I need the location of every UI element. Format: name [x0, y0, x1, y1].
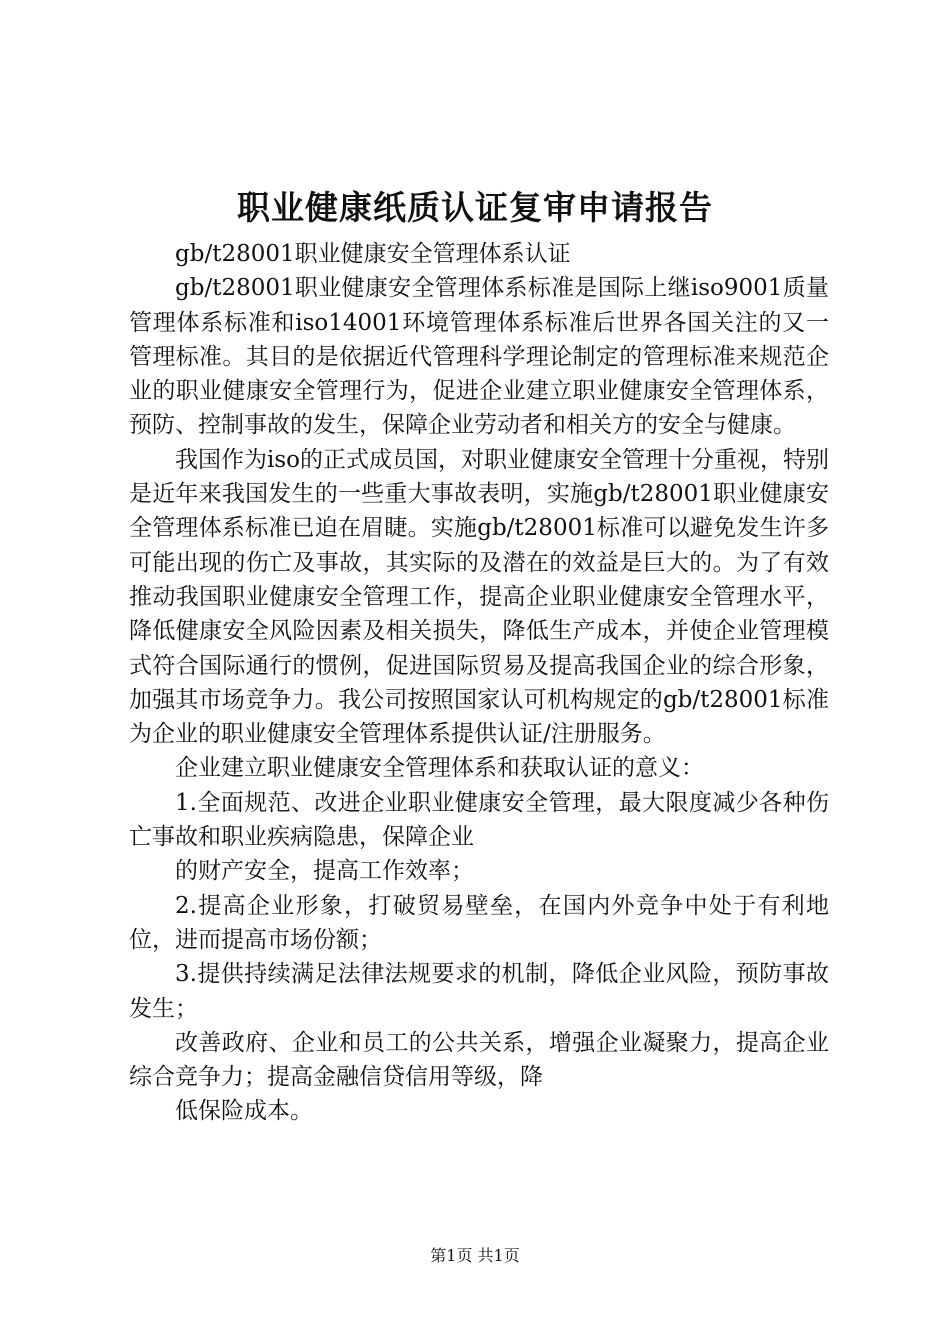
list-item-4: 改善政府、企业和员工的公共关系，增强企业凝聚力，提高企业综合竞争力；提高金融信贷信用等级，降 [129, 1029, 829, 1091]
paragraph-background: 我国作为iso的正式成员国，对职业健康安全管理十分重视，特别是近年来我国发生的一些重大事故表明，实施gb/t28001职业健康安全管理体系标准已迫在眉睫。实施gb/t28001标准可以避免发生许多可能出现的伤亡及事故，其实际的及潜在的效益是巨大的。为了有效推动我国职业健康安全管理工作，提高企业职业健康安全管理水平，降低健康安全风险因素及相关损失，降低生产成本，并使企业管理模式符合国际通行的惯例，促进国际贸易及提高我国企业的综合形象，加强其市场竞争力。我公司按照国家认可机构规定的gb/t28001标准为企业的职业健康安全管理体系提供认证/注册服务。 [129, 446, 830, 748]
document-body [129, 237, 829, 1129]
document-title: 职业健康纸质认证复审申请报告 [237, 188, 713, 227]
list-item-1: 1.全面规范、改进企业职业健康安全管理，最大限度减少各种伤亡事故和职业疾病隐患，保障企业 [129, 789, 829, 851]
list-item-4-continuation: 低保险成本。 [175, 1098, 313, 1125]
paragraph-heading: gb/t28001职业健康安全管理体系认证 [175, 241, 571, 267]
paragraph-intro: gb/t28001职业健康安全管理体系标准是国际上继iso9001质量管理体系标准和iso14001环境管理体系标准后世界各国关注的又一管理标准。其目的是依据近代管理科学理论制定的管理标准来规范企业的职业健康安全管理行为，促进企业建立职业健康安全管理体系，预防、控制事故的发生，保障企业劳动者和相关方的安全与健康。 [129, 275, 829, 439]
list-item-1-continuation: 的财产安全，提高工作效率； [175, 858, 474, 885]
page-footer: 第1页 共1页 [430, 1246, 520, 1265]
list-item-3: 3.提供持续满足法律法规要求的机制，降低企业风险，预防事故发生； [129, 961, 829, 1022]
paragraph-significance-heading: 企业建立职业健康安全管理体系和获取认证的意义： [175, 755, 704, 782]
list-item-2: 2.提高企业形象，打破贸易壁垒，在国内外竞争中处于有利地位，进而提高市场份额； [129, 892, 829, 953]
